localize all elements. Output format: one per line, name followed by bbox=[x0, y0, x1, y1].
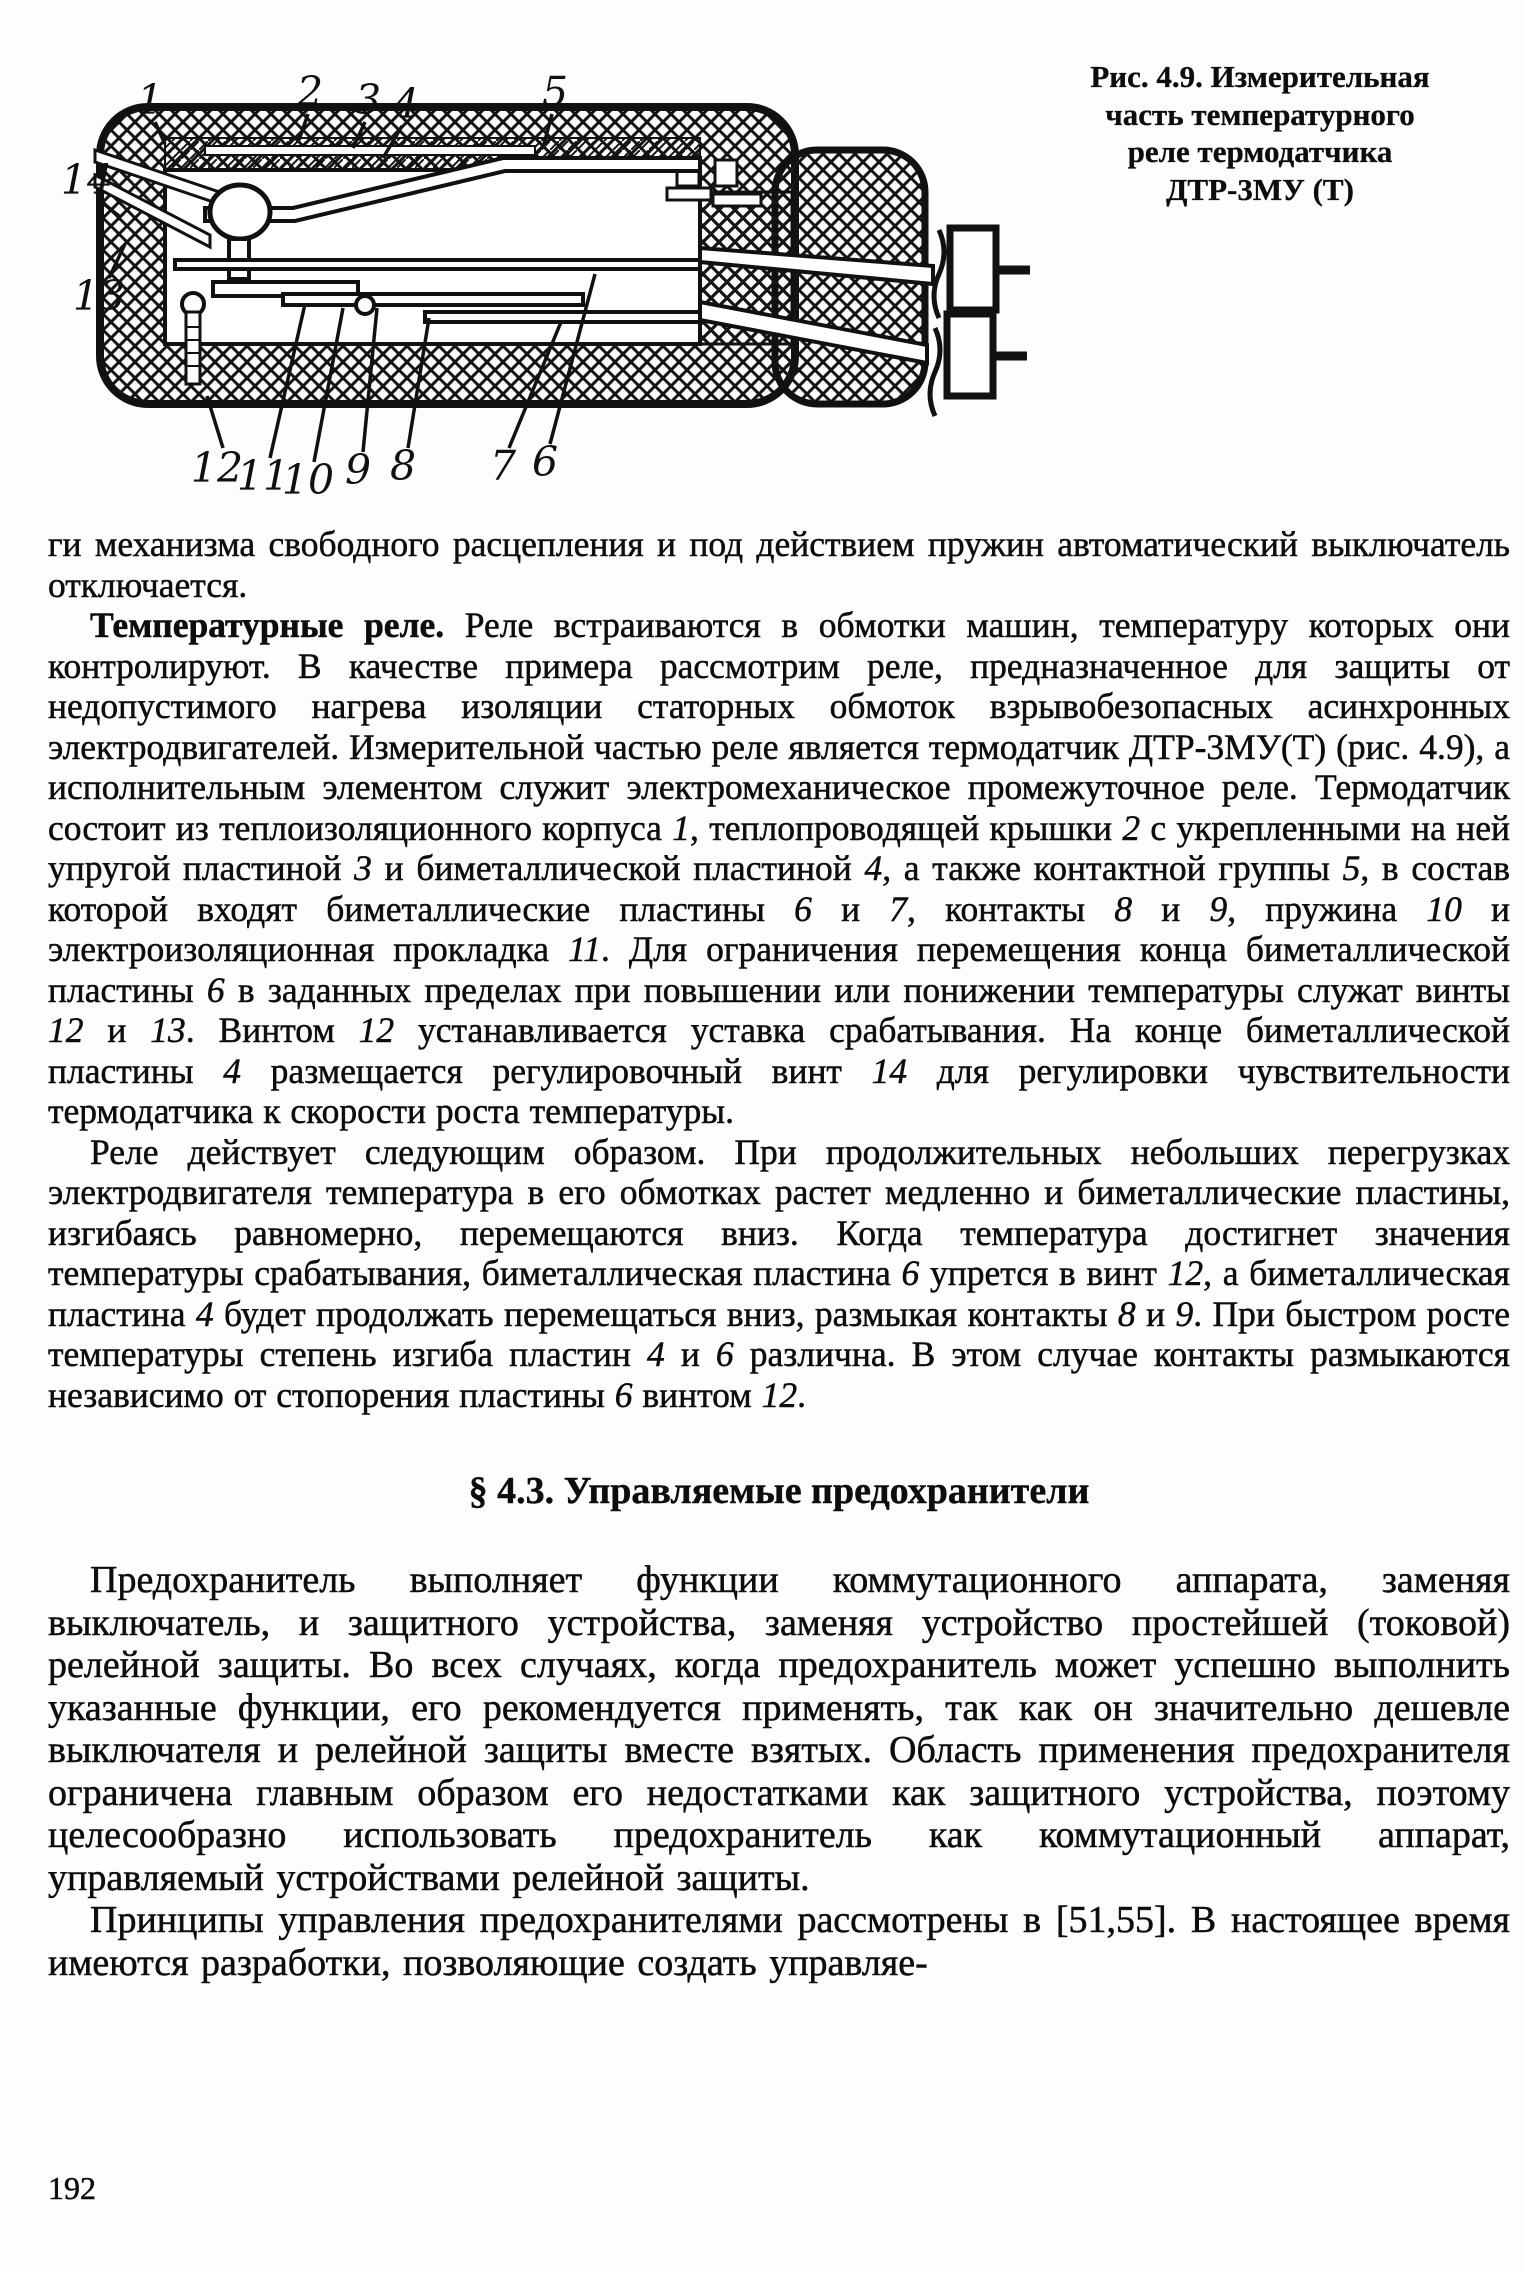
section-controlled-fuses bbox=[48, 1559, 1510, 1984]
paragraph bbox=[48, 1559, 1510, 1899]
text-run: Принципы управления предохранителями рассмотрены в [51,55]. В настоящее время имеются разработки, позволяющие создать управляе- bbox=[48, 1899, 1510, 1984]
text-run: , а также контактной группы bbox=[882, 848, 1343, 888]
part-number-ref: 10 bbox=[1426, 888, 1462, 929]
callout-number-5: 5 bbox=[541, 68, 569, 116]
part-number-ref: 9 bbox=[1209, 888, 1228, 929]
text-run: размещается регулировочный винт bbox=[241, 1050, 872, 1091]
text-run: , а биметаллическая пластина bbox=[48, 1253, 1510, 1334]
callout-number-8: 8 bbox=[389, 442, 417, 490]
part-number-ref: 1 bbox=[672, 807, 691, 848]
part-number-ref: 12 bbox=[761, 1374, 798, 1415]
text-run: , в состав которой входят биметаллические пластины bbox=[48, 848, 1511, 929]
article-body bbox=[48, 524, 1510, 1984]
text-run: будет продолжать перемещаться вниз, размыкая контакты bbox=[213, 1293, 1118, 1334]
part-number-ref: 6 bbox=[901, 1253, 920, 1293]
part-number-ref: 6 bbox=[715, 1334, 734, 1374]
text-run: и bbox=[811, 888, 890, 929]
text-run: и bbox=[1132, 888, 1210, 929]
paragraph bbox=[48, 524, 1510, 605]
callout-number-13: 13 bbox=[72, 272, 126, 320]
paragraph bbox=[48, 1132, 1510, 1416]
part-number-ref: 6 bbox=[794, 888, 812, 929]
part-number-ref: 12 bbox=[1167, 1253, 1204, 1293]
part-number-ref: 6 bbox=[206, 969, 225, 1010]
text-run: , пружина bbox=[1227, 888, 1427, 929]
text-run: Реле действует следующим образом. При продолжительных небольших перегрузках электродвигателя температура в его обмотках растет медленно и биметаллические пластины, изгибаясь равномерно, перемещаются вниз. Когда температура достигнет значения температуры срабатывания, биметаллическая пластина bbox=[48, 1131, 1510, 1293]
text-run: Предохранитель выполняет функции коммутационного аппарата, заменяя выключатель, и защитного устройства, заменяя устройство простейшей (токовой) релейной защиты. Во всех случаях, когда предохранитель может успешно выполнить указанные функции, его рекомендуется применять, так как он значительно дешевле выключателя и релейной защиты вместе взятых. Область применения предохранителя ограничена главным образом его недостатками как защитного устройства, поэтому целесообразно использовать предохранитель как коммутационный аппарат, управляемый устройствами релейной защиты. bbox=[48, 1559, 1510, 1899]
text-run: , контакты bbox=[907, 888, 1115, 929]
paragraph bbox=[48, 1899, 1510, 1984]
caption-line: часть температурного bbox=[1105, 96, 1415, 132]
part-number-ref: 4 bbox=[195, 1293, 214, 1334]
part-number-ref: 3 bbox=[354, 848, 372, 888]
text-run: . При быстром росте температуры степень изгиба пластин bbox=[48, 1293, 1511, 1374]
part-number-ref: 14 bbox=[871, 1050, 908, 1091]
caption-line: реле термодатчика bbox=[1127, 134, 1393, 169]
callout-number-12: 12 bbox=[190, 444, 244, 492]
section-heading: § 4.3. Управляемые предохранители bbox=[468, 1470, 1090, 1512]
part-number-ref: 4 bbox=[223, 1050, 242, 1091]
text-run: и bbox=[83, 1010, 151, 1050]
part-number-ref: 11 bbox=[568, 929, 601, 969]
bold-run: Температурные реле. bbox=[90, 605, 445, 645]
callout-number-11: 11 bbox=[236, 452, 290, 500]
text-run: винтом bbox=[632, 1374, 762, 1415]
setting-screw bbox=[182, 293, 204, 384]
part-number-ref: 4 bbox=[864, 848, 883, 888]
text-run: различна. В этом случае контакты размыкаются независимо от стопорения пластины bbox=[48, 1334, 1510, 1415]
thermostat-diagram bbox=[55, 42, 1035, 512]
callout-number-3: 3 bbox=[354, 76, 382, 124]
caption-line: ДТР-3МУ (Т) bbox=[1166, 171, 1354, 207]
text-run: и bbox=[1135, 1293, 1176, 1334]
callout-number-14: 14 bbox=[60, 156, 114, 204]
text-run: устанавливается уставка срабатывания. На конце биметаллической пластины bbox=[48, 1010, 1510, 1091]
part-number-ref: 7 bbox=[889, 888, 908, 929]
part-number-ref: 9 bbox=[1175, 1293, 1194, 1334]
text-run: с укрепленными на ней упругой пластиной bbox=[48, 807, 1510, 888]
terminal-blocks bbox=[947, 228, 1030, 396]
figure-4-9 bbox=[0, 0, 1524, 515]
callout-number-10: 10 bbox=[281, 456, 335, 504]
callout-number-2: 2 bbox=[296, 68, 324, 116]
part-number-ref: 5 bbox=[1342, 848, 1361, 888]
paragraph bbox=[48, 605, 1510, 1132]
figure-caption bbox=[1046, 58, 1474, 208]
text-run: , теплопроводящей крышки bbox=[690, 807, 1123, 848]
callout-number-1: 1 bbox=[136, 76, 164, 124]
callout-number-4: 4 bbox=[392, 80, 420, 128]
text-run: . bbox=[797, 1374, 806, 1415]
text-run: . Винтом bbox=[185, 1010, 359, 1050]
callout-number-7: 7 bbox=[489, 442, 517, 490]
part-number-ref: 12 bbox=[358, 1010, 395, 1050]
text-run: . Для ограничения перемещения конца биметаллической пластины bbox=[48, 929, 1510, 1010]
section-temperature-relays bbox=[48, 524, 1510, 1415]
part-number-ref: 4 bbox=[646, 1334, 665, 1374]
part-number-ref: 6 bbox=[614, 1374, 633, 1415]
part-number-ref: 8 bbox=[1114, 888, 1133, 929]
text-run: ги механизма свободного расцепления и под действием пружин автоматический выключатель отключается. bbox=[48, 524, 1510, 605]
part-number-ref: 8 bbox=[1117, 1293, 1136, 1334]
text-run: упрется в винт bbox=[919, 1253, 1168, 1293]
text-run: и электроизоляционная прокладка bbox=[48, 888, 1511, 969]
page-number: 192 bbox=[48, 2170, 96, 2206]
text-run: в заданных пределах при повышении или понижении температуры служат винты bbox=[224, 969, 1510, 1010]
callout-number-6: 6 bbox=[531, 438, 559, 486]
text-run: для регулировки чувствительности термодатчика к скорости роста температуры. bbox=[48, 1050, 1510, 1131]
text-run: Реле встраиваются в обмотки машин, температуру которых они контролируют. В качестве примера рассмотрим реле, предназначенное для защиты от недопустимого нагрева изоляции статорных обмоток взрывобезопасных асинхронных электродвигателей. Измерительной частью реле является термодатчик ДТР-3МУ(Т) (рис. 4.9), а исполнительным элементом служит электромеханическое промежуточное реле. Термодатчик состоит из теплоизоляционного корпуса bbox=[48, 605, 1510, 848]
part-number-ref: 12 bbox=[48, 1010, 84, 1050]
callout-number-9: 9 bbox=[344, 446, 372, 494]
part-number-ref: 13 bbox=[150, 1010, 186, 1050]
part-number-ref: 2 bbox=[1122, 807, 1141, 848]
text-run: и биметаллической пластиной bbox=[371, 848, 865, 888]
caption-line: Рис. 4.9. Измерительная bbox=[1090, 59, 1430, 94]
text-run: и bbox=[664, 1334, 716, 1374]
